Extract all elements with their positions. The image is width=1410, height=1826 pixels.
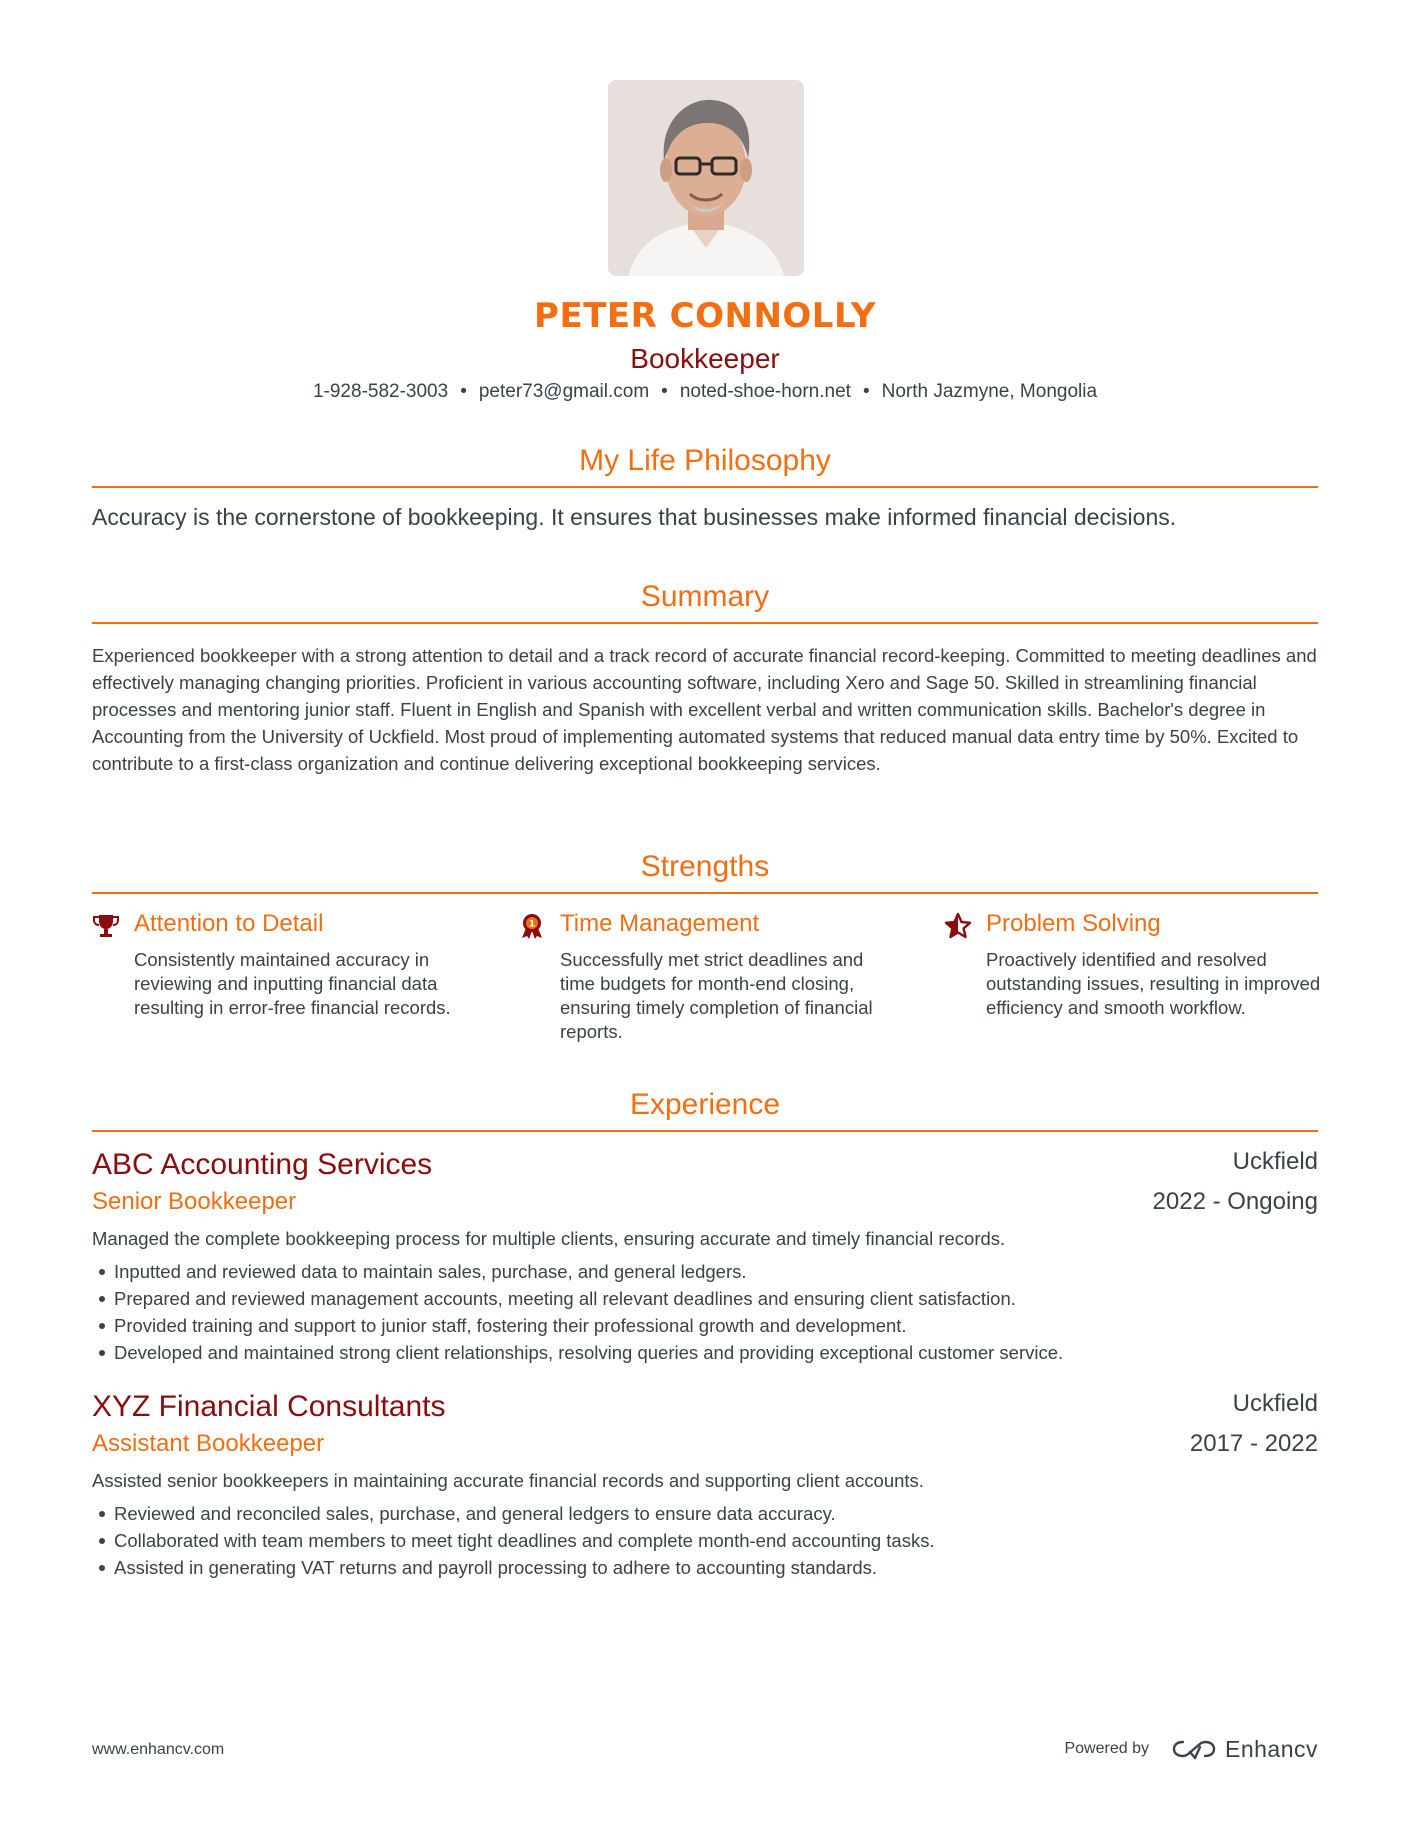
list-item: Inputted and reviewed data to maintain sales, purchase, and general ledgers. (92, 1258, 1063, 1285)
section-divider (92, 486, 1318, 488)
email-address[interactable]: peter73@gmail.com (478, 381, 650, 402)
section-divider (92, 1130, 1318, 1132)
enhancv-logo[interactable] (1171, 1736, 1318, 1763)
candidate-name: PETER CONNOLLY (534, 296, 876, 336)
list-item: Assisted in generating VAT returns and payroll processing to adhere to accounting standards. (92, 1554, 935, 1581)
job-description: Assisted senior bookkeepers in maintaining accurate financial records and supporting client accounts. (92, 1470, 924, 1491)
award-icon (518, 912, 546, 940)
candidate-role: Bookkeeper (630, 343, 780, 374)
job-position: Senior Bookkeeper (92, 1188, 297, 1215)
job-location: Uckfield (1232, 1390, 1318, 1417)
star-icon (944, 912, 972, 940)
bullet-separator: • (460, 381, 467, 402)
strength-description: Proactively identified and resolved outstanding issues, resulting in improved efficiency and smooth workflow. (986, 949, 1321, 1018)
svg-text:1: 1 (528, 919, 536, 930)
strength-description: Successfully met strict deadlines and time budgets for month-end closing, ensuring timely completion of financial reports. (560, 949, 873, 1042)
list-item: Reviewed and reconciled sales, purchase, and general ledgers to ensure data accuracy. (92, 1500, 935, 1527)
philosophy-text: Accuracy is the cornerstone of bookkeeping. It ensures that businesses make informed financial decisions. (92, 504, 1177, 530)
job-bullets (92, 1258, 1063, 1366)
company-name: ABC Accounting Services (92, 1148, 433, 1181)
strength-title: Attention to Detail (134, 910, 324, 937)
footer-website-link[interactable]: www.enhancv.com (92, 1741, 225, 1758)
strength-title: Problem Solving (986, 910, 1161, 937)
list-item: Provided training and support to junior staff, fostering their professional growth and development. (92, 1312, 1063, 1339)
bullet-separator: • (862, 381, 870, 402)
footer-branding (1064, 1734, 1318, 1764)
contact-line (92, 381, 1318, 403)
website-link[interactable]: noted-shoe-horn.net (679, 381, 851, 402)
job-dates: 2022 - Ongoing (1152, 1188, 1318, 1215)
list-item: Developed and maintained strong client relationships, resolving queries and providing exceptional customer service. (92, 1339, 1063, 1366)
job-location: Uckfield (1232, 1148, 1318, 1175)
powered-by-label: Powered by (1064, 1740, 1149, 1757)
enhancv-logo-icon (1171, 1738, 1217, 1760)
job-description: Managed the complete bookkeeping process for multiple clients, ensuring accurate and timely financial records. (92, 1228, 1006, 1249)
list-item: Collaborated with team members to meet tight deadlines and complete month-end accounting tasks. (92, 1527, 935, 1554)
philosophy-heading: My Life Philosophy (579, 444, 831, 477)
section-divider (92, 892, 1318, 894)
phone-number[interactable]: 1-928-582-3003 (312, 381, 449, 402)
strength-description: Consistently maintained accuracy in reviewing and inputting financial data resulting in error-free financial records. (134, 949, 451, 1018)
summary-heading: Summary (640, 580, 770, 613)
bullet-separator: • (661, 381, 668, 402)
location: North Jazmyne, Mongolia (881, 381, 1098, 402)
experience-heading: Experience (629, 1088, 781, 1121)
trophy-icon (92, 912, 120, 940)
list-item: Prepared and reviewed management accounts, meeting all relevant deadlines and ensuring client satisfaction. (92, 1285, 1063, 1312)
job-position: Assistant Bookkeeper (92, 1430, 325, 1457)
section-divider (92, 622, 1318, 624)
summary-text: Experienced bookkeeper with a strong attention to detail and a track record of accurate financial record-keeping. Committed to meeting deadlines and effectively managing changing priorities. Proficient in various accounting software, including Xero and Sage 50. Skilled in streamlining financial processes and mentoring junior staff. Fluent in English and Spanish with excellent verbal and written communication skills. Bachelor's degree in Accounting from the University of Uckfield. Most proud of implementing automated systems that reduced manual data entry time by 50%. Excited to contribute to a first-class organization and continue delivering exceptional bookkeeping services. (92, 645, 1317, 774)
strength-title: Time Management (560, 910, 760, 937)
strengths-heading: Strengths (640, 850, 770, 883)
job-bullets (92, 1500, 935, 1581)
brand-name: Enhancv (1224, 1735, 1318, 1762)
job-dates: 2017 - 2022 (1189, 1430, 1318, 1457)
profile-photo (608, 80, 804, 276)
company-name: XYZ Financial Consultants (92, 1390, 446, 1423)
